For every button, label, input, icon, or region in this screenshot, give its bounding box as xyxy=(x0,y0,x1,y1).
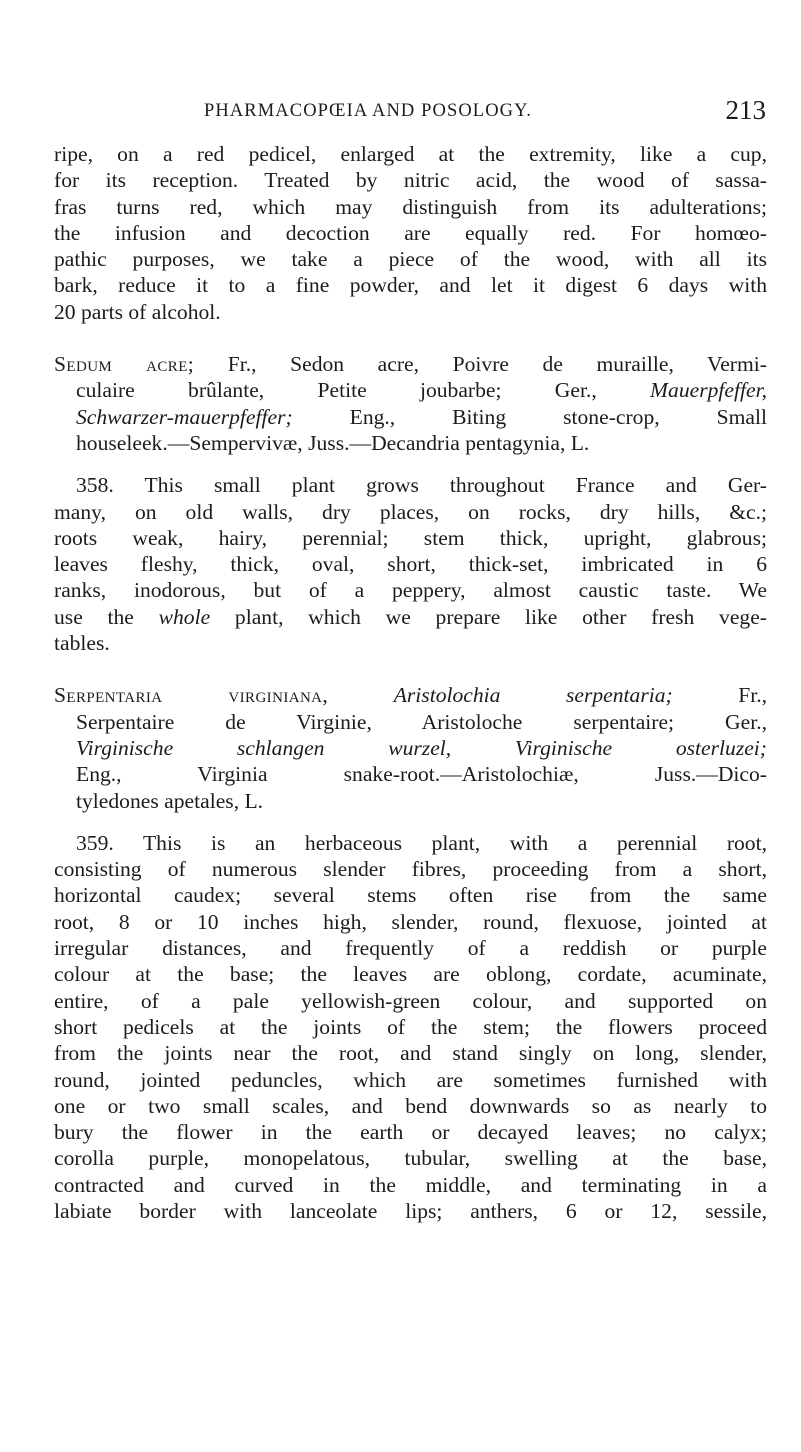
text-line: irregular distances, and frequently of a reddish or purple xyxy=(54,936,767,961)
text-line: ripe, on a red pedicel, enlarged at the extremity, like a cup, xyxy=(54,142,767,166)
text-line: root, 8 or 10 inches high, slender, round, flexuose, jointed at xyxy=(54,909,767,934)
text-line: one or two small scales, and bend downwards so as nearly to xyxy=(54,1093,767,1118)
text-line: labiate border with lanceolate lips; anthers, 6 or 12, sessile, xyxy=(54,1198,767,1223)
page-number: 213 xyxy=(725,95,766,125)
text-line: use the whole plant, which we prepare like other fresh vege- xyxy=(54,604,767,629)
text-line: Serpentaire de Virginie, Aristoloche serpentaire; Ger., xyxy=(76,709,767,734)
running-header xyxy=(54,95,766,131)
paragraph-359 xyxy=(54,830,767,1224)
entry-name: Sedum acre; xyxy=(54,352,195,377)
text-line: horizontal caudex; several stems often rise from the same xyxy=(54,883,767,908)
entry-sedum-acre xyxy=(54,351,767,456)
text-line: 358. This small plant grows throughout France and Ger- xyxy=(76,473,767,498)
text-line: ranks, inodorous, but of a peppery, almost caustic taste. We xyxy=(54,578,767,603)
text-line: from the joints near the root, and stand singly on long, slender, xyxy=(54,1041,767,1066)
text-line: Schwarzer-mauerpfeffer; Eng., Biting stone-crop, Small xyxy=(76,404,767,429)
text-line: bark, reduce it to a fine powder, and let it digest 6 days with xyxy=(54,273,767,298)
text-line: fras turns red, which may distinguish from its adulterations; xyxy=(54,194,767,219)
text-line: 359. This is an herbaceous plant, with a perennial root, xyxy=(76,830,767,855)
text-line: bury the flower in the earth or decayed leaves; no calyx; xyxy=(54,1120,767,1145)
text-line: contracted and curved in the middle, and terminating in a xyxy=(54,1172,767,1197)
text-line: colour at the base; the leaves are oblong, cordate, acuminate, xyxy=(54,962,767,987)
text-line: roots weak, hairy, perennial; stem thick, upright, glabrous; xyxy=(54,525,767,550)
text-line: Virginische schlangen wurzel, Virginische osterluzei; xyxy=(76,735,767,760)
text-line: corolla purple, monopelatous, tubular, swelling at the base, xyxy=(54,1146,767,1171)
text-line: Eng., Virginia snake-root.—Aristolochiæ, Juss.—Dico- xyxy=(76,762,767,787)
entry-serpentaria-virginiana xyxy=(54,682,767,813)
page-body xyxy=(54,141,767,1224)
text-line: short pedicels at the joints of the stem; the flowers proceed xyxy=(54,1014,767,1039)
text-line: Serpentaria virginiana, Aristolochia serpentaria; Fr., xyxy=(54,683,768,708)
text-line: tables. xyxy=(54,631,110,656)
text-line: round, jointed peduncles, which are sometimes furnished with xyxy=(54,1067,767,1092)
text-line: Sedum acre; Fr., Sedon acre, Poivre de muraille, Vermi- xyxy=(54,352,767,377)
running-title: PHARMACOPŒIA AND POSOLOGY. xyxy=(204,101,532,121)
text-line: leaves fleshy, thick, oval, short, thick-set, imbricated in 6 xyxy=(54,552,767,577)
text-line: pathic purposes, we take a piece of the wood, with all its xyxy=(54,247,767,272)
text-line: the infusion and decoction are equally red. For homœo- xyxy=(54,220,767,245)
text-line: tyledones apetales, L. xyxy=(76,788,264,813)
entry-name: Serpentaria virginiana, xyxy=(54,683,329,708)
text-line: for its reception. Treated by nitric acid, the wood of sassa- xyxy=(54,168,767,193)
text-line: 20 parts of alcohol. xyxy=(54,299,221,324)
text-line: many, on old walls, dry places, on rocks, dry hills, &c.; xyxy=(54,499,767,524)
paragraph-sassafras-continuation xyxy=(54,141,767,325)
text-line: consisting of numerous slender fibres, proceeding from a short, xyxy=(54,857,767,882)
paragraph-358 xyxy=(54,472,767,656)
text-line: culaire brûlante, Petite joubarbe; Ger., Mauerpfeffer, xyxy=(76,378,767,403)
text-line: entire, of a pale yellowish-green colour, and supported on xyxy=(54,988,767,1013)
text-line: houseleek.—Sempervivæ, Juss.—Decandria pentagynia, L. xyxy=(76,430,590,455)
